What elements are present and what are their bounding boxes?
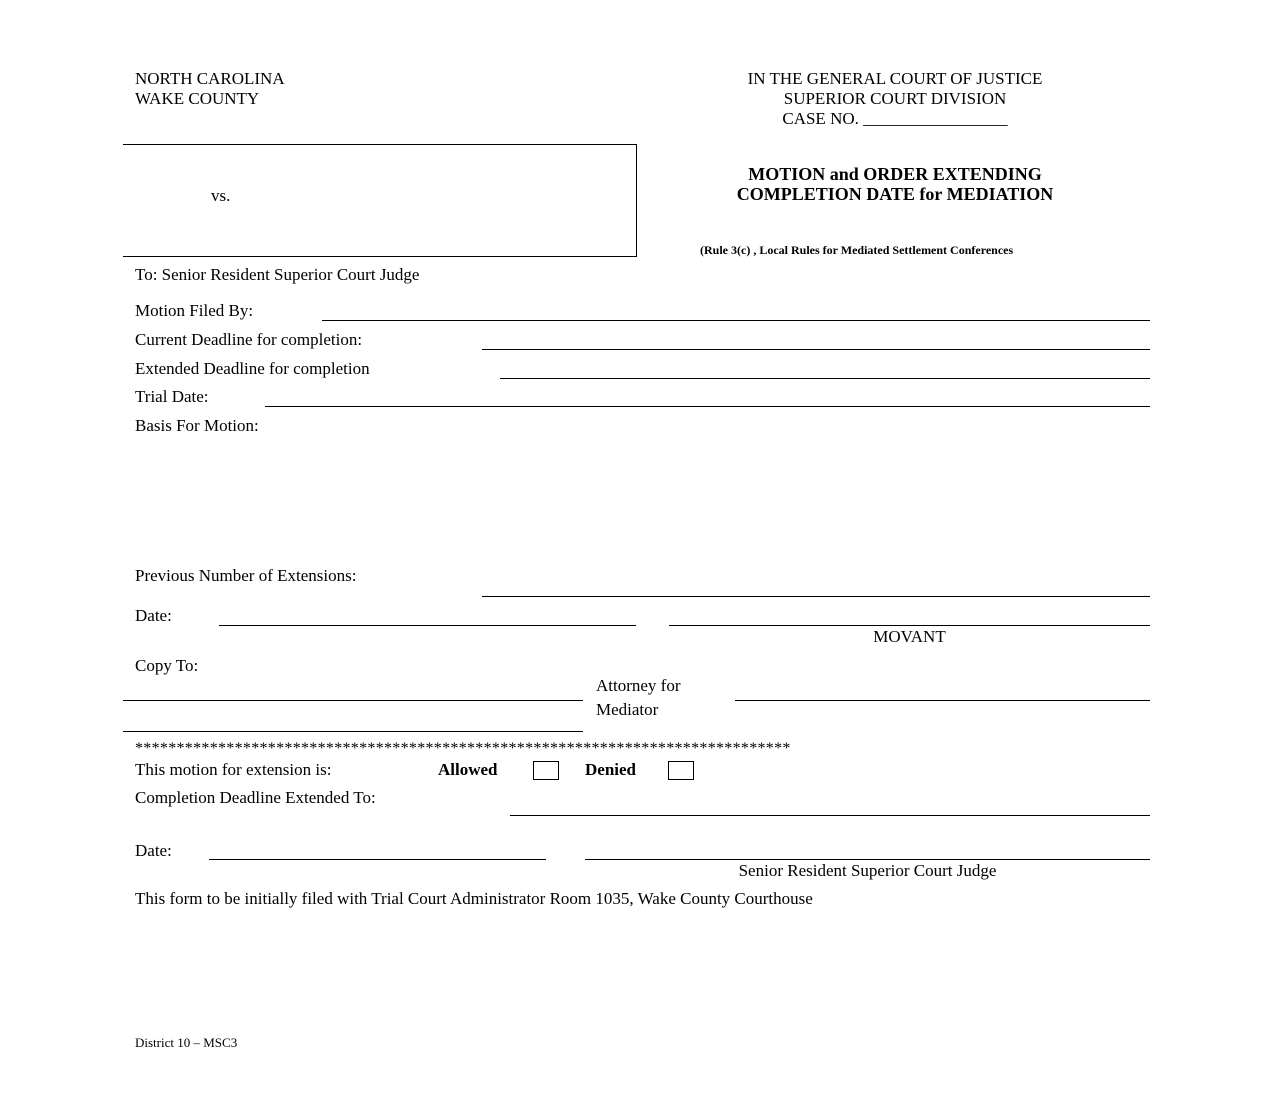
copy-to-field-1[interactable]	[123, 700, 583, 701]
state-name: NORTH CAROLINA	[135, 69, 285, 88]
versus-label: vs.	[211, 186, 231, 205]
denied-checkbox[interactable]	[668, 761, 694, 780]
completion-extended-field[interactable]	[510, 815, 1150, 816]
copy-to-label: Copy To:	[135, 656, 199, 675]
case-number: CASE NO. _________________	[782, 109, 1008, 128]
movant-signature-field[interactable]	[669, 625, 1150, 626]
section-separator: *******************************************************************************	[135, 740, 791, 757]
form-title-line1: MOTION and ORDER EXTENDING	[748, 164, 1042, 184]
judge-label: Senior Resident Superior Court Judge	[738, 861, 997, 880]
current-deadline-label: Current Deadline for completion:	[135, 330, 363, 349]
judge-signature-field[interactable]	[585, 859, 1150, 860]
order-date-field[interactable]	[209, 859, 546, 860]
extended-deadline-field[interactable]	[500, 378, 1150, 379]
copy-to-field-2[interactable]	[123, 731, 583, 732]
denied-label: Denied	[585, 760, 636, 779]
motion-date-label: Date:	[135, 606, 172, 625]
previous-extensions-label: Previous Number of Extensions:	[135, 566, 357, 585]
motion-filed-by-label: Motion Filed By:	[135, 301, 254, 320]
extension-decision-label: This motion for extension is:	[135, 760, 332, 779]
form-identifier: District 10 – MSC3	[135, 1035, 238, 1050]
trial-date-label: Trial Date:	[135, 387, 209, 406]
addressee: To: Senior Resident Superior Court Judge	[135, 265, 420, 284]
movant-label: MOVANT	[873, 627, 946, 646]
order-date-label: Date:	[135, 841, 172, 860]
extended-deadline-label: Extended Deadline for completion	[135, 359, 370, 378]
filing-note: This form to be initially filed with Trial Court Administrator Room 1035, Wake County Courthouse	[135, 889, 813, 908]
allowed-label: Allowed	[438, 760, 498, 779]
court-name: IN THE GENERAL COURT OF JUSTICE	[747, 69, 1043, 88]
form-title-line2: COMPLETION DATE for MEDIATION	[736, 184, 1054, 204]
rule-reference: (Rule 3(c) , Local Rules for Mediated Settlement Conferences	[700, 243, 1014, 257]
basis-for-motion-label: Basis For Motion:	[135, 416, 259, 435]
motion-filed-by-field[interactable]	[322, 320, 1150, 321]
completion-extended-label: Completion Deadline Extended To:	[135, 788, 376, 807]
court-division: SUPERIOR COURT DIVISION	[783, 89, 1007, 108]
county-name: WAKE COUNTY	[135, 89, 260, 108]
case-caption-box	[123, 144, 637, 257]
previous-extensions-field[interactable]	[482, 596, 1150, 597]
attorney-for-field[interactable]	[735, 700, 1150, 701]
current-deadline-field[interactable]	[482, 349, 1150, 350]
motion-date-field[interactable]	[219, 625, 636, 626]
allowed-checkbox[interactable]	[533, 761, 559, 780]
mediator-label: Mediator	[596, 700, 659, 719]
attorney-for-label: Attorney for	[596, 676, 681, 695]
trial-date-field[interactable]	[265, 406, 1150, 407]
